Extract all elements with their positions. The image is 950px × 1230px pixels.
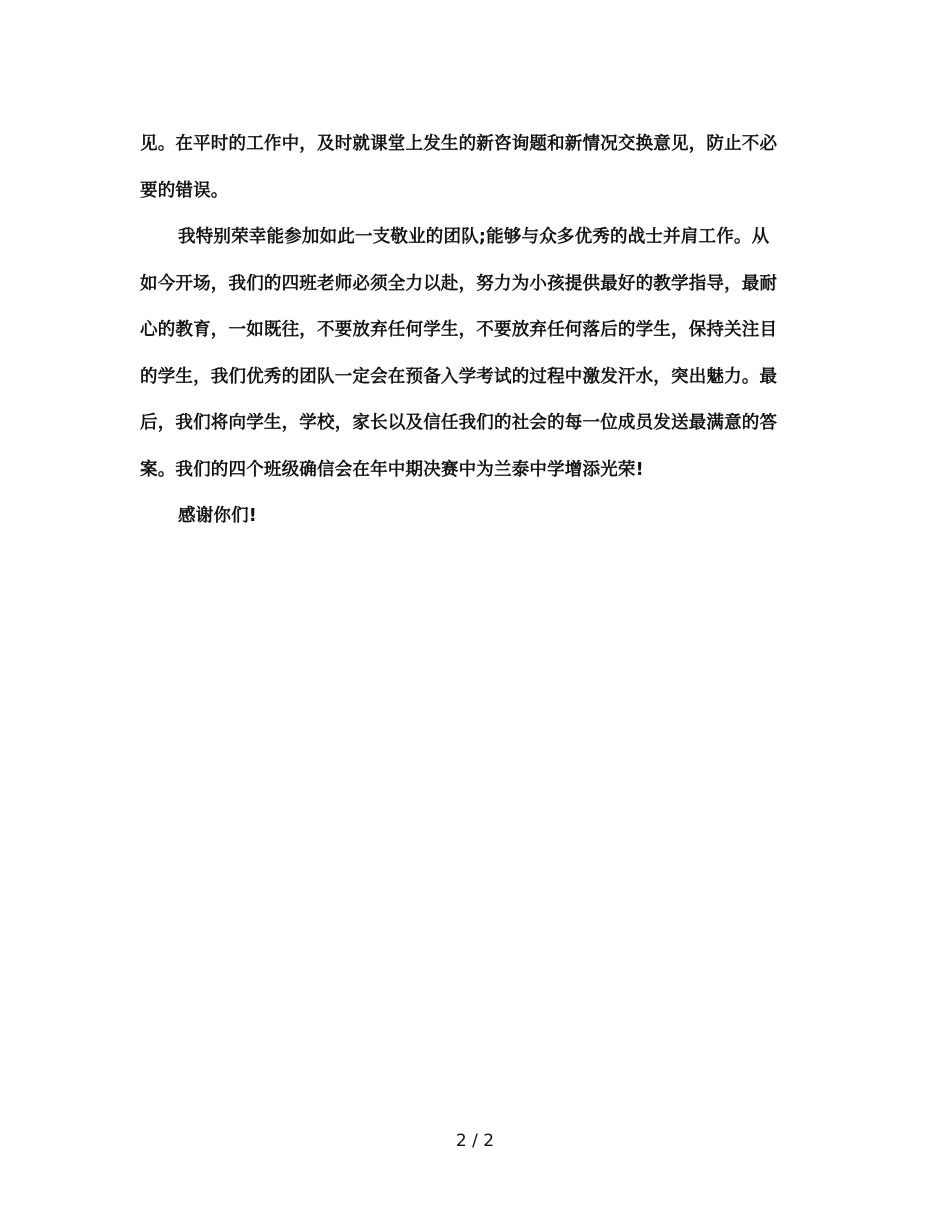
page-number: 2 / 2 [455,1131,495,1151]
text-line: 心的教育，一如既往，不要放弃任何学生，不要放弃任何落后的学生，保持关注目 [140,320,778,340]
text-line: 的学生，我们优秀的团队一定会在预备入学考试的过程中激发汗水，突出魅力。最 [140,366,778,387]
paragraph-start-line: 我特别荣幸能参加如此一支敬业的团队;能够与众多优秀的战士并肩工作。从 [178,227,770,247]
text-line: 要的错误。 [140,180,229,201]
closing-line: 感谢你们! [178,506,257,526]
text-line: 案。我们的四个班级确信会在年中期决赛中为兰泰中学增添光荣! [140,459,644,480]
text-line: 后，我们将向学生，学校，家长以及信任我们的社会的每一位成员发送最满意的答 [140,413,778,433]
document-body [140,126,812,545]
text-line: 如今开场，我们的四班老师必须全力以赴，努力为小孩提供最好的教学指导，最耐 [140,273,778,294]
text-line: 见。在平时的工作中，及时就课堂上发生的新咨询题和新情况交换意见，防止不必 [140,134,778,154]
